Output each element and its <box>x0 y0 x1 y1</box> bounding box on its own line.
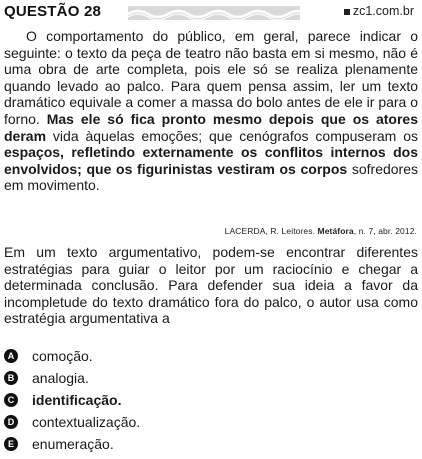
option-letter-badge: B <box>4 371 18 385</box>
question-number: QUESTÃO 28 <box>4 3 102 20</box>
option-text: enumeração. <box>32 436 114 452</box>
option-e[interactable] <box>4 433 418 455</box>
option-text: contextualização. <box>32 414 141 430</box>
passage-part-3: sofredores em movimento. <box>4 160 418 194</box>
option-letter-badge: E <box>4 437 18 451</box>
citation <box>225 226 417 236</box>
citation-source: Metáfora <box>317 226 354 236</box>
option-letter-badge: A <box>4 349 18 363</box>
site-watermark: zc1.com.br <box>352 4 414 18</box>
option-letter-badge: D <box>4 415 18 429</box>
option-a[interactable] <box>4 345 418 367</box>
passage-bold-2: espaços, refletindo externamente os conflitos internos dos envolvidos; que os figurinistas vestiram os corpos <box>4 144 418 177</box>
question-prompt: Em um texto argumentativo, podem-se encontrar diferentes estratégias para guiar o leitor por um raciocínio e chegar a determinada conclusão. Para defender sua ideia a favor da incompletude do texto dramático fora do palco, o autor usa como estratégia argumentativa a <box>4 244 418 327</box>
option-d[interactable] <box>4 411 418 433</box>
passage-text <box>4 28 418 194</box>
passage-part-2: vida àquelas emoções; que cenógrafos compuseram os <box>46 127 418 144</box>
question-header <box>4 3 418 25</box>
option-letter-badge: C <box>4 393 18 407</box>
passage-part-1: O comportamento do público, em geral, parece indicar o seguinte: o texto da peça de teatro não basta em si mesmo, não é uma obra de arte completa, pois ele só se realiza plenamente quando levado ao palco. Para quem pensa assim, ler um texto dramático equivale a comer a massa do bolo antes de ele ir para o forno. <box>4 28 419 127</box>
option-text: comoção. <box>32 348 93 364</box>
answer-options <box>4 345 418 455</box>
option-b[interactable] <box>4 367 418 389</box>
passage-bold-1: Mas ele só fica pronto mesmo depois que os atores deram <box>4 110 418 144</box>
decorative-wave-banner <box>128 6 300 20</box>
option-c[interactable] <box>4 389 418 411</box>
option-text: analogia. <box>32 370 89 386</box>
option-text: identificação. <box>32 392 122 408</box>
citation-author: LACERDA, R. Leitores. <box>224 226 318 236</box>
citation-details: , n. 7, abr. 2012. <box>353 226 417 236</box>
